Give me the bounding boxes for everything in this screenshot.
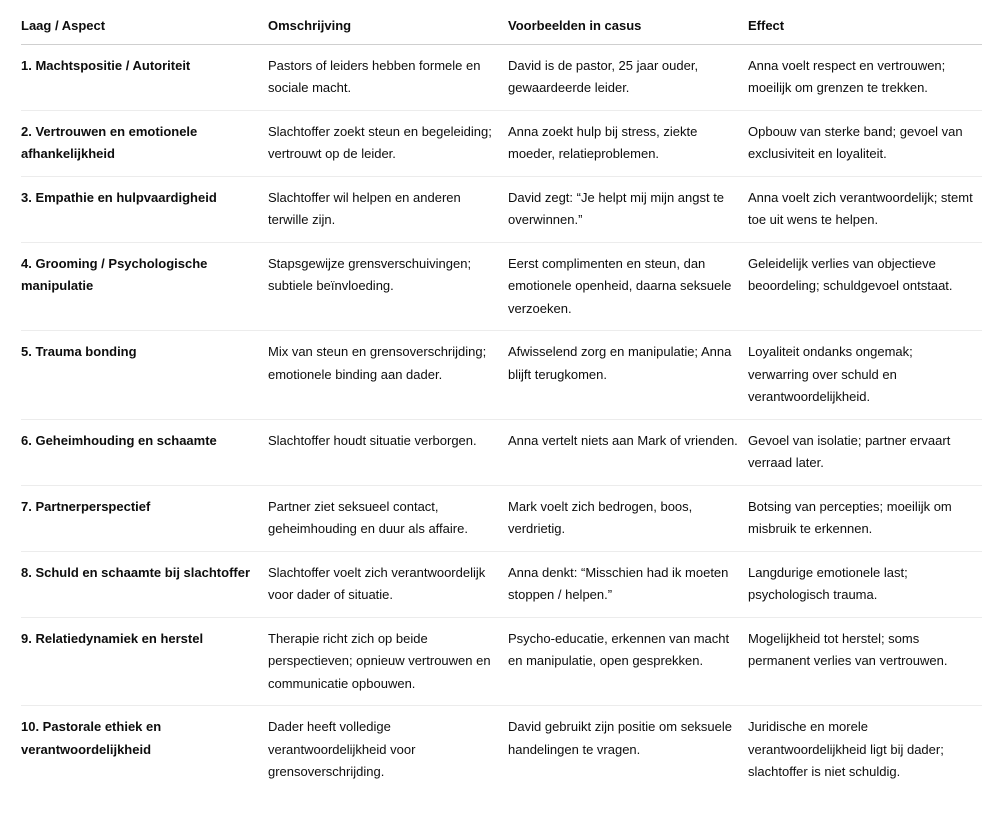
cell-description: Mix van steun en grensoverschrijding; emotionele binding aan dader.: [268, 331, 508, 420]
cell-layer: 6. Geheimhouding en schaamte: [21, 419, 268, 485]
cell-layer: 4. Grooming / Psychologische manipulatie: [21, 242, 268, 331]
table-row: [21, 44, 982, 110]
header-effect: Effect: [748, 0, 982, 44]
cell-effect: Anna voelt zich verantwoordelijk; stemt toe uit wens te helpen.: [748, 176, 982, 242]
cell-description: Pastors of leiders hebben formele en sociale macht.: [268, 44, 508, 110]
table-row: [21, 706, 982, 794]
table-row: [21, 419, 982, 485]
table-row: [21, 176, 982, 242]
table-row: [21, 110, 982, 176]
table-row: [21, 331, 982, 420]
cell-effect: Juridische en morele verantwoordelijkheid ligt bij dader; slachtoffer is niet schuldig.: [748, 719, 944, 779]
header-example: Voorbeelden in casus: [508, 0, 748, 44]
table-row: [21, 617, 982, 706]
table-row: [21, 242, 982, 331]
cell-example: Psycho-educatie, erkennen van macht en manipulatie, open gesprekken.: [508, 617, 748, 706]
cell-layer: 8. Schuld en schaamte bij slachtoffer: [21, 551, 268, 617]
cell-layer: 10. Pastorale ethiek en verantwoordelijkheid: [21, 719, 162, 757]
table-row: [21, 485, 982, 551]
cell-example: Mark voelt zich bedrogen, boos, verdrietig.: [508, 485, 748, 551]
table-row: [21, 551, 982, 617]
cell-example: Anna denkt: “Misschien had ik moeten stoppen / helpen.”: [508, 551, 748, 617]
cell-description: Stapsgewijze grensverschuivingen; subtiele beïnvloeding.: [268, 242, 508, 331]
cell-description: Partner ziet seksueel contact, geheimhouding en duur als affaire.: [268, 485, 508, 551]
cell-layer: 1. Machtspositie / Autoriteit: [21, 44, 268, 110]
cell-example: David zegt: “Je helpt mij mijn angst te overwinnen.”: [508, 176, 748, 242]
table-body: [21, 44, 982, 794]
cell-layer: 3. Empathie en hulpvaardigheid: [21, 176, 268, 242]
cell-layer: 9. Relatiedynamiek en herstel: [21, 617, 268, 706]
cell-example: Anna zoekt hulp bij stress, ziekte moeder, relatieproblemen.: [508, 110, 748, 176]
cell-example: Anna vertelt niets aan Mark of vrienden.: [508, 419, 748, 485]
cell-description: Slachtoffer houdt situatie verborgen.: [268, 419, 508, 485]
cell-effect: Anna voelt respect en vertrouwen; moeilijk om grenzen te trekken.: [748, 44, 982, 110]
cell-layer: 2. Vertrouwen en emotionele afhankelijkheid: [21, 110, 268, 176]
aspects-table: [21, 0, 982, 794]
table-header: [21, 0, 982, 44]
cell-effect: Opbouw van sterke band; gevoel van exclusiviteit en loyaliteit.: [748, 110, 982, 176]
header-row: [21, 0, 982, 44]
cell-example: Afwisselend zorg en manipulatie; Anna blijft terugkomen.: [508, 331, 748, 420]
header-description: Omschrijving: [268, 0, 508, 44]
cell-layer: 7. Partnerperspectief: [21, 485, 268, 551]
cell-layer: 5. Trauma bonding: [21, 331, 268, 420]
cell-example: David is de pastor, 25 jaar ouder, gewaardeerde leider.: [508, 44, 748, 110]
cell-description: Slachtoffer voelt zich verantwoordelijk voor dader of situatie.: [268, 551, 508, 617]
cell-description: Therapie richt zich op beide perspectieven; opnieuw vertrouwen en communicatie opbouwen.: [268, 617, 508, 706]
cell-example: David gebruikt zijn positie om seksuele handelingen te vragen.: [508, 719, 732, 757]
cell-description: Slachtoffer zoekt steun en begeleiding; vertrouwt op de leider.: [268, 110, 508, 176]
cell-effect: Mogelijkheid tot herstel; soms permanent verlies van vertrouwen.: [748, 617, 982, 706]
header-layer: Laag / Aspect: [21, 0, 268, 44]
cell-effect: Geleidelijk verlies van objectieve beoordeling; schuldgevoel ontstaat.: [748, 242, 982, 331]
cell-effect: Gevoel van isolatie; partner ervaart verraad later.: [748, 419, 982, 485]
cell-effect: Botsing van percepties; moeilijk om misbruik te erkennen.: [748, 485, 982, 551]
cell-description: Slachtoffer wil helpen en anderen terwille zijn.: [268, 176, 508, 242]
cell-example: Eerst complimenten en steun, dan emotionele openheid, daarna seksuele verzoeken.: [508, 242, 748, 331]
cell-effect: Loyaliteit ondanks ongemak; verwarring over schuld en verantwoordelijkheid.: [748, 331, 982, 420]
cell-effect: Langdurige emotionele last; psychologisch trauma.: [748, 551, 982, 617]
cell-description: Dader heeft volledige verantwoordelijkheid voor grensoverschrijding.: [268, 719, 416, 779]
